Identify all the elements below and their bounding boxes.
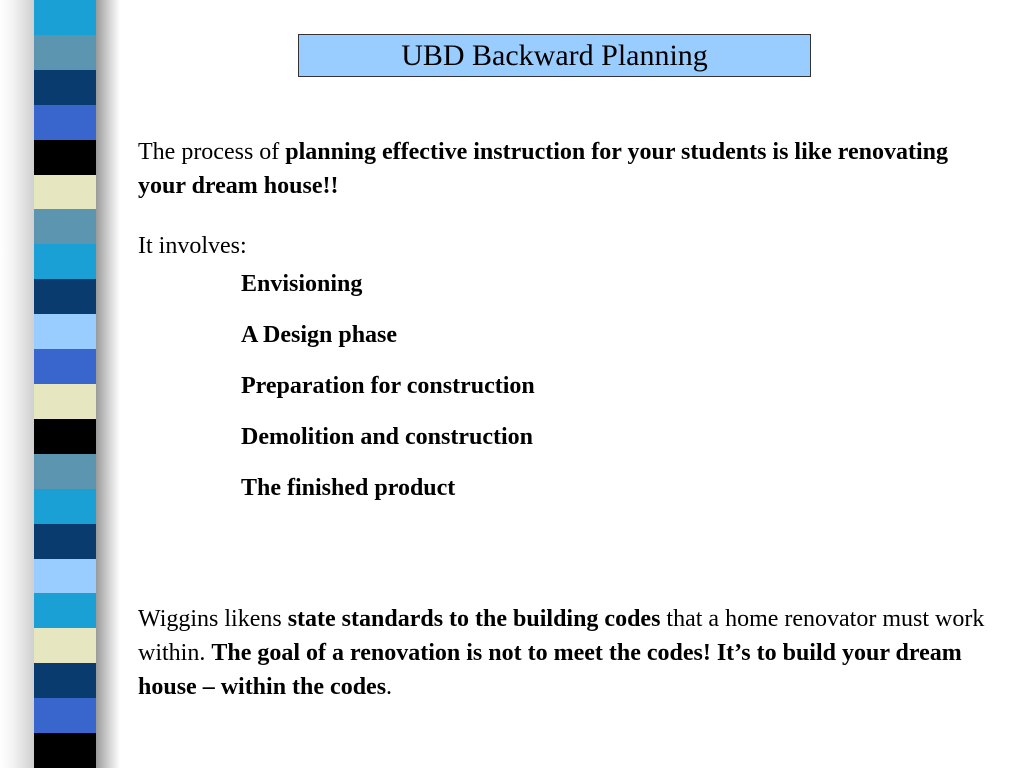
strip-band (34, 698, 98, 733)
involves-label: It involves: (138, 233, 247, 259)
strip-band (34, 454, 98, 489)
strip-band (34, 384, 98, 419)
list-item: A Design phase (241, 322, 398, 348)
strip-band (34, 628, 98, 663)
strip-band (34, 489, 98, 524)
closing-bold-1: state standards to the building codes (287, 606, 661, 632)
strip-band (34, 559, 98, 594)
strip-band (34, 593, 98, 628)
strip-band (34, 0, 98, 35)
strip-band (34, 70, 98, 105)
strip-band (34, 35, 98, 70)
strip-band (34, 279, 98, 314)
decorative-strip-shadow (96, 0, 120, 768)
strip-band (34, 419, 98, 454)
strip-band (34, 175, 98, 210)
slide-body (138, 135, 988, 524)
strip-band (34, 244, 98, 279)
closing-text-1: Wiggins likens (138, 606, 288, 632)
closing-text-2: that a home renovator must work within. (138, 606, 985, 666)
slide-title-text: UBD Backward Planning (401, 38, 708, 72)
strip-band (34, 209, 98, 244)
slide-title (298, 34, 811, 77)
list-item: Envisioning (241, 271, 363, 297)
strip-band (34, 524, 98, 559)
strip-band (34, 105, 98, 140)
strip-band (34, 140, 98, 175)
strip-band (34, 314, 98, 349)
closing-bold-2: The goal of a renovation is not to meet the codes! It’s to build your dream house – within the codes (138, 640, 962, 700)
decorative-color-strip (34, 0, 98, 768)
intro-paragraph (138, 135, 988, 203)
closing-text-3: . (386, 674, 393, 700)
intro-plain-text: The process of (138, 139, 286, 165)
closing-paragraph (138, 602, 998, 704)
strip-band (34, 733, 98, 768)
decorative-strip-shade (0, 0, 34, 768)
list-item: The finished product (241, 475, 456, 501)
list-item: Preparation for construction (241, 373, 535, 399)
steps-list (241, 269, 988, 524)
strip-band (34, 663, 98, 698)
intro-bold-text: planning effective instruction for your students is like renovating your dream house!! (138, 139, 948, 199)
list-item: Demolition and construction (241, 424, 534, 450)
strip-band (34, 349, 98, 384)
